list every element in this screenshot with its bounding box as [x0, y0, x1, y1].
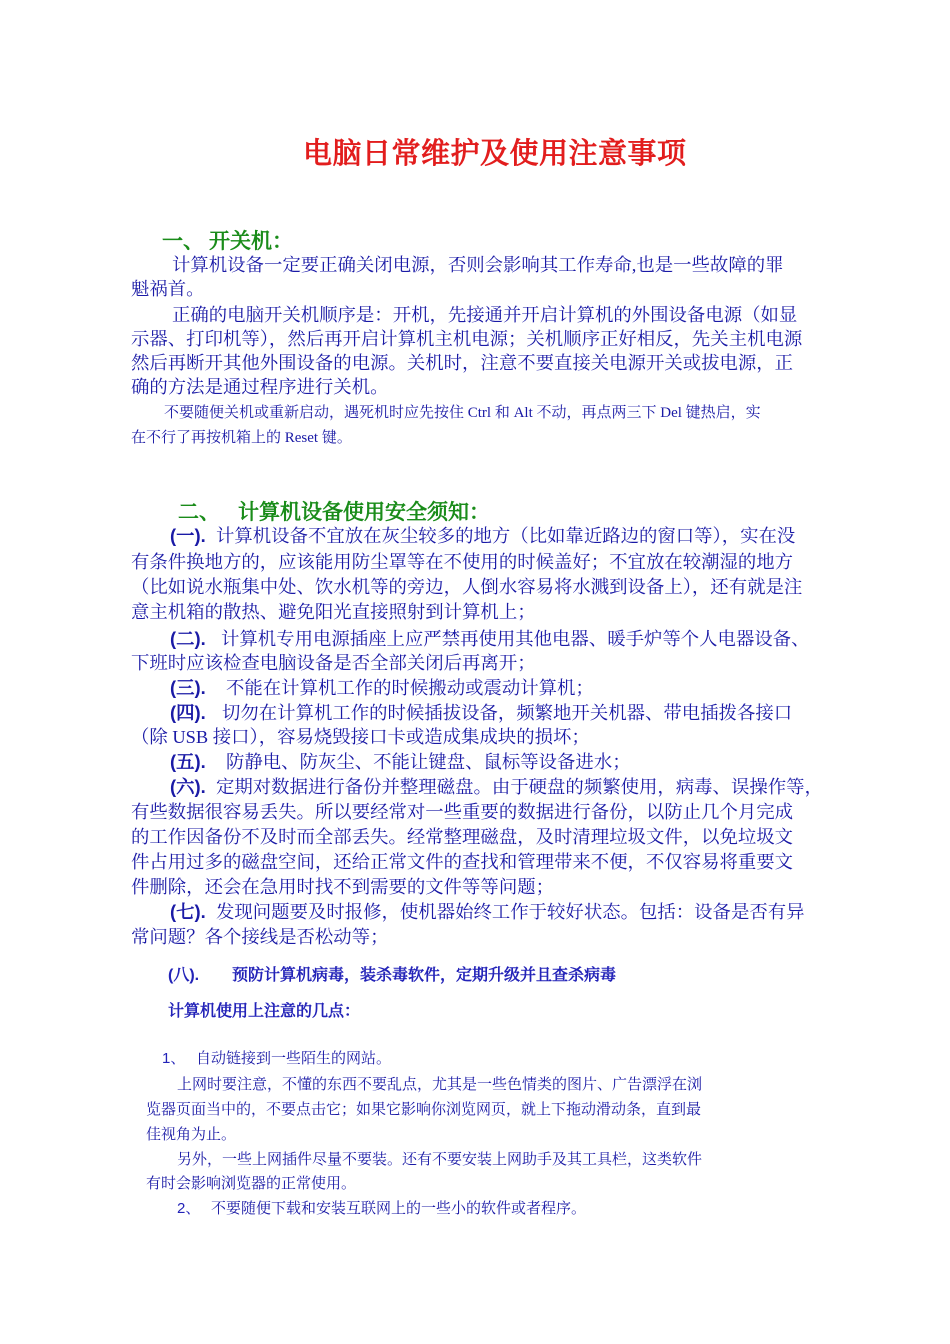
note1-p2-line1: 另外，一些上网插件尽量不要装。还有不要安装上网助手及其工具栏，这类软件: [177, 1152, 703, 1168]
section1-heading: 开关机：: [209, 230, 293, 253]
item2-label: (二).: [170, 628, 206, 649]
page-title: 电脑日常维护及使用注意事项: [303, 138, 687, 170]
item6-line1: 定期对数据进行备份并整理磁盘。由于硬盘的频繁使用，病毒、误操作等，: [216, 777, 823, 797]
notes-heading: 计算机使用上注意的几点：: [168, 1003, 361, 1020]
s1-p3-line2: 在不行了再按机箱上的 Reset 键。: [131, 430, 352, 446]
s1-p3-line1: 不要随便关机或重新启动，遇死机时应先按住 Ctrl 和 Alt 不动，再点两三下 Del 键热启，实: [164, 405, 761, 421]
item8-text: 预防计算机病毒，装杀毒软件，定期升级并且查杀病毒: [232, 967, 617, 984]
item7-line1: 发现问题要及时报修，使机器始终工作于较好状态。包括：设备是否有异: [216, 902, 805, 922]
item2-line1: 计算机专用电源插座上应严禁再使用其他电器、暖手炉等个人电器设备、: [221, 629, 810, 649]
item1-line1: 计算机设备不宜放在灰尘较多的地方（比如靠近路边的窗口等），实在没: [216, 526, 796, 546]
item3-label: (三).: [170, 677, 206, 698]
section2-heading: 计算机设备使用安全须知：: [238, 501, 490, 524]
note2-title: 不要随便下载和安装互联网上的一些小的软件或者程序。: [211, 1201, 587, 1217]
item7-label: (七).: [170, 901, 206, 922]
note2-number: 2、: [177, 1200, 201, 1217]
item3-line1: 不能在计算机工作的时候搬动或震动计算机；: [226, 678, 594, 698]
item4-line1: 切勿在计算机工作的时候插拔设备，频繁地开关机器、带电插拨各接口: [222, 703, 793, 723]
item2-line2: 下班时应该检查电脑设备是否全部关闭后再离开；: [131, 653, 536, 673]
item1-line3: （比如说水瓶集中处、饮水机等的旁边，人倒水容易将水溅到设备上），还有就是注: [131, 577, 803, 597]
section2-heading-number: 二、: [178, 501, 220, 524]
s1-p2-line4: 确的方法是通过程序进行关机。: [131, 377, 389, 397]
item6-label: (六).: [170, 776, 206, 797]
item6-line4: 件占用过多的磁盘空间，还给正常文件的查找和管理带来不便，不仅容易将重要文: [131, 852, 794, 872]
item5-line1: 防静电、防灰尘、不能让键盘、鼠标等设备进水；: [226, 752, 631, 772]
item7-line2: 常问题？各个接线是否松动等；: [131, 927, 389, 947]
note1-p1-line1: 上网时要注意，不懂的东西不要乱点，尤其是一些色情类的图片、广告漂浮在浏: [177, 1077, 703, 1093]
item6-line2: 有些数据很容易丢失。所以要经常对一些重要的数据进行备份，以防止几个月完成: [131, 802, 794, 822]
s1-p2-line1: 正确的电脑开关机顺序是：开机，先接通并开启计算机的外围设备电源（如显: [172, 305, 798, 325]
s1-p1-line1: 计算机设备一定要正确关闭电源，否则会影响其工作寿命,也是一些故障的罪: [172, 255, 784, 275]
section1-heading-number: 一、: [162, 230, 204, 253]
item6-line3: 的工作因备份不及时而全部丢失。经常整理磁盘，及时清理垃圾文件，以免垃圾文: [131, 827, 794, 847]
s1-p2-line3: 然后再断开其他外围设备的电源。关机时，注意不要直接关电源开关或拔电源，正: [131, 353, 794, 373]
item1-label: (一).: [170, 525, 206, 546]
item6-line5: 件删除，还会在急用时找不到需要的文件等等问题；: [131, 877, 554, 897]
item4-line2: （除 USB 接口），容易烧毁接口卡或造成集成块的损坏；: [131, 727, 590, 747]
note1-number: 1、: [162, 1050, 186, 1067]
s1-p2-line2: 示器、打印机等），然后再开启计算机主机电源；关机顺序正好相反，先关主机电源: [131, 329, 803, 349]
item4-label: (四).: [170, 702, 206, 723]
note1-p2-line2: 有时会影响浏览器的正常使用。: [146, 1176, 357, 1192]
item5-label: (五).: [170, 751, 206, 772]
item1-line4: 意主机箱的散热、避免阳光直接照射到计算机上；: [131, 602, 536, 622]
note1-title: 自动链接到一些陌生的网站。: [196, 1051, 392, 1067]
item8-label: (八).: [168, 967, 200, 984]
note1-p1-line3: 佳视角为止。: [146, 1127, 237, 1143]
s1-p1-line2: 魁祸首。: [131, 279, 205, 299]
item1-line2: 有条件换地方的，应该能用防尘罩等在不使用的时候盖好；不宜放在较潮湿的地方: [131, 552, 794, 572]
note1-p1-line2: 览器页面当中的，不要点击它；如果它影响你浏览网页，就上下拖动滑动条，直到最: [146, 1102, 702, 1118]
